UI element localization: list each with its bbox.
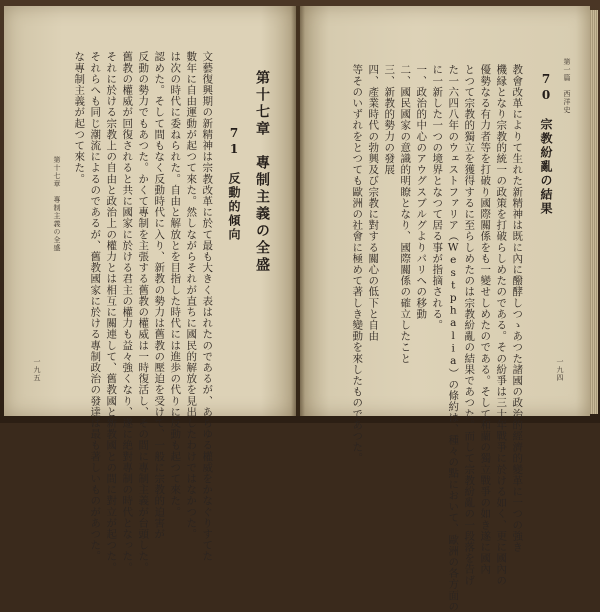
text-column: それに於ける宗教上の自由と政治上の權力とは相互に關連して、舊教國と新教國との間に對立が起つた。 <box>105 51 118 573</box>
text-column: 優勢なる有力者等を打破り國際關係をも一變せしめたのである。そして和蘭の獨立戰爭の如き遂に國內 <box>479 64 492 575</box>
text-column: 四、產業時代の勃興及び宗教に對する關心の低下と自由 <box>367 64 380 342</box>
running-footer: 第十七章 專制主義の全盛 <box>53 156 61 252</box>
text-column: は次の時代に委ねられた。自由と解放とを目指した時代には進歩の代りに反動も起つて來た。 <box>169 51 182 518</box>
text-column: た一六四八年のウェストファリア（Westphalia）の條約は、種々の點において、歐洲の各方面の <box>447 64 460 612</box>
text-column: 教會改革によりて生れた新精神は既に內に醱酵しつゝあつた諸國の政治的經濟的變革に一つの強き <box>511 64 524 553</box>
text-column: 文藝復興期の新精神は宗教改革に於て最も大きく表はれたのであるが、あらゆる權威をかなぐりすてた <box>201 51 214 562</box>
text-column: に一新した一つの境界となつて居る事が指摘される。 <box>431 64 444 331</box>
running-header: 第一篇 西洋史 <box>563 58 571 114</box>
section-heading: 71 反動的傾向 <box>227 126 241 242</box>
text-column: それらへも同じ潮流によるのであるが、舊教國家に於ける專制政治の發達は最も著しいものがあつた。 <box>89 51 102 562</box>
text-column: 機縁となり宗教的統一の政策を打破らしめたのである。その紛爭は三十年戰爭に於ける如く、更に國內の <box>495 64 508 586</box>
text-column: 二、國民國家の意識的明瞭となり、國際關係の確立したこと <box>399 64 412 364</box>
book-gutter <box>291 6 305 416</box>
text-column: 認めた。そして間もなく反動時代に入り、新教の勢力は舊教の壓迫を受けて、一般に宗教的迫害が <box>153 51 166 540</box>
right-page <box>300 6 590 612</box>
text-column: 等そのいずれをとつても歐洲の社會に極めて著しき變動を來したものであつた。 <box>351 64 364 464</box>
section-heading: 70 宗教紛亂の結果 <box>539 72 553 216</box>
chapter-heading: 第十七章 專制主義の全盛 <box>254 70 270 274</box>
text-column: 三、新教的勢力の發展 <box>383 64 396 175</box>
text-column: 舊教の權威が回復されると共に國家に於ける君主の權力も益々強くなり、遂に絶對專制の時代となった。 <box>121 51 134 573</box>
text-column: とつて宗教的獨立を獲得するに至らしめたのは宗教紛亂の結果であつた。而して宗教紛亂の一段落を告げ <box>463 64 476 586</box>
text-column: 數年に自由運動が起つて來た。然しながらそれが直ちに國民的解放を見出したわけではなかつた。 <box>185 51 198 540</box>
page-number: 一九四 <box>556 358 564 382</box>
text-column: 反動の勢力でもあつた。かくて專制を主張する舊教の權威は一時復活し、その間に專制主義が台頭した。 <box>137 51 150 573</box>
page-edges <box>589 10 598 414</box>
text-column: な專制主義が起つて來た。 <box>73 51 86 185</box>
left-page <box>4 6 296 573</box>
page-number: 一九五 <box>33 358 41 382</box>
text-column: 一、政治的中心のアウグスブルグよりパリへの移動 <box>415 64 428 320</box>
